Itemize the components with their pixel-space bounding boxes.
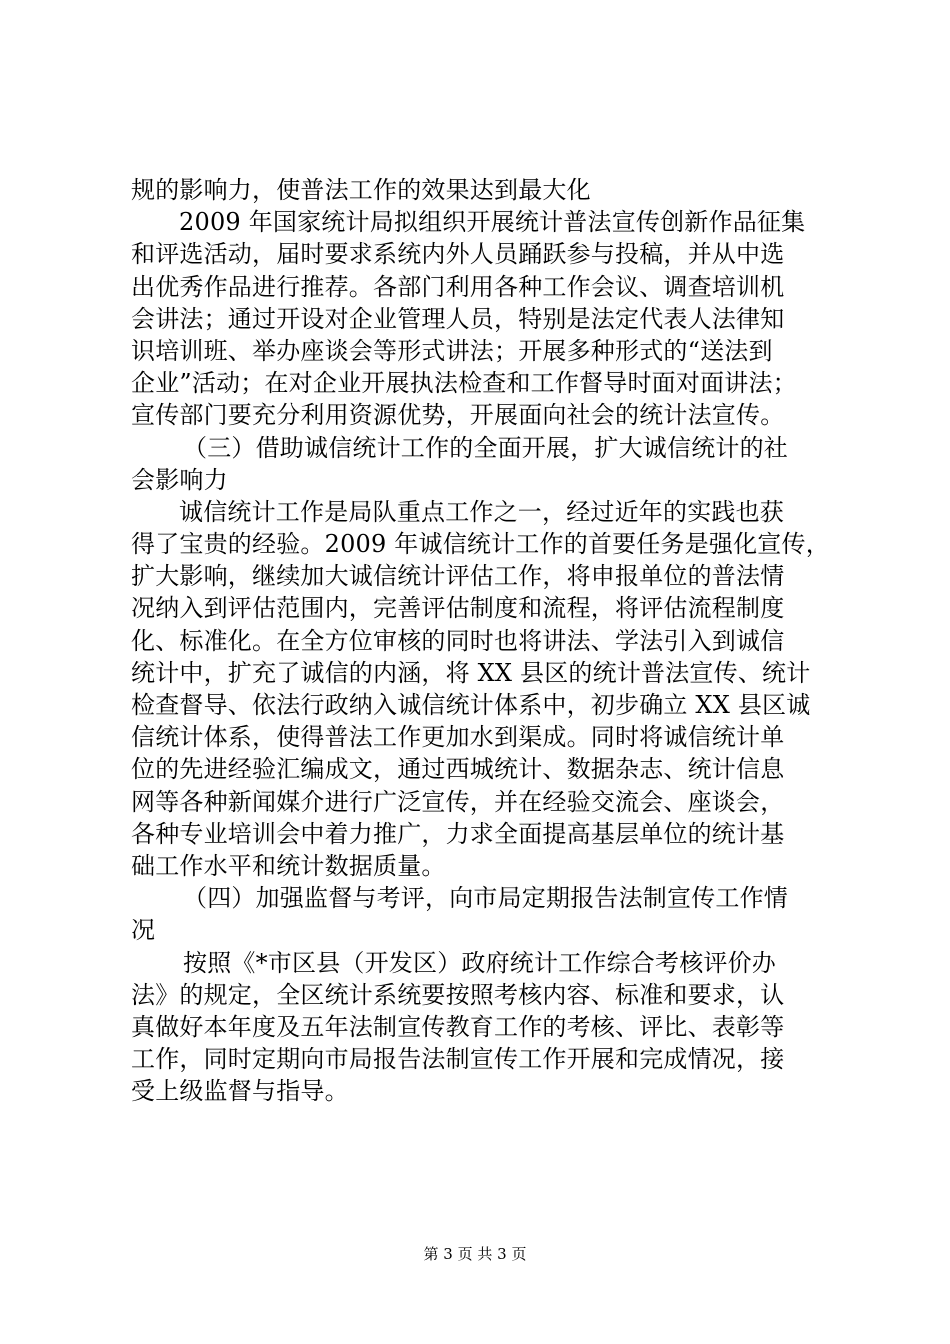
paragraph-first-line: 诚信统计工作是局队重点工作之一，经过近年的实践也获: [179, 497, 784, 526]
text-line: 企业”活动；在对企业开展执法检查和工作督导时面对面讲法；: [131, 369, 797, 398]
text-line: 法》的规定，全区统计系统要按照考核内容、标准和要求，认: [131, 980, 785, 1009]
paragraph-first-line: 按照《*市区县（开发区）政府统计工作综合考核评价办: [183, 948, 776, 977]
text-line: 础工作水平和统计数据质量。: [131, 851, 446, 880]
section-heading-4: （四）加强监督与考评，向市局定期报告法制宣传工作情: [183, 884, 788, 913]
text-line: 真做好本年度及五年法制宣传教育工作的考核、评比、表彰等: [131, 1012, 785, 1041]
paragraph-first-line: 2009 年国家统计局拟组织开展统计普法宣传创新作品征集: [179, 208, 806, 237]
text-line: 出优秀作品进行推荐。各部门利用各种工作会议、调查培训机: [131, 272, 785, 301]
text-line: 各种专业培训会中着力推广，力求全面提高基层单位的统计基: [131, 819, 785, 848]
text-line: 受上级监督与指导。: [131, 1077, 349, 1106]
section-heading-3-cont: 会影响力: [131, 465, 228, 494]
text-line: 化、标准化。在全方位审核的同时也将讲法、学法引入到诚信: [131, 626, 785, 655]
text-line: 识培训班、举办座谈会等形式讲法；开展多种形式的“送法到: [131, 336, 773, 365]
document-body: [131, 174, 831, 1107]
text-line: 扩大影响，继续加大诚信统计评估工作，将申报单位的普法情: [131, 562, 785, 591]
section-heading-3: （三）借助诚信统计工作的全面开展，扩大诚信统计的社: [183, 433, 788, 462]
text-line: 会讲法；通过开设对企业管理人员，特别是法定代表人法律知: [131, 304, 785, 333]
text-line: 位的先进经验汇编成文，通过西城统计、数据杂志、统计信息: [131, 755, 785, 784]
section-heading-4-cont: 况: [131, 916, 156, 945]
text-line: 工作，同时定期向市局报告法制宣传工作开展和完成情况，接: [131, 1045, 785, 1074]
text-line: 检查督导、依法行政纳入诚信统计体系中，初步确立 XX 县区诚: [131, 691, 811, 719]
text-line: 和评选活动，届时要求系统内外人员踊跃参与投稿，并从中选: [131, 240, 785, 269]
page-number-footer: 第 3 页 共 3 页: [423, 1245, 527, 1263]
text-line: 况纳入到评估范围内，完善评估制度和流程，将评估流程制度: [131, 594, 785, 623]
text-line: 宣传部门要充分利用资源优势，开展面向社会的统计法宣传。: [131, 401, 785, 430]
text-line: 网等各种新闻媒介进行广泛宣传，并在经验交流会、座谈会，: [131, 787, 785, 816]
text-line: 统计中，扩充了诚信的内涵，将 XX 县区的统计普法宣传、统计: [131, 658, 811, 687]
text-line: 得了宝贵的经验。2009 年诚信统计工作的首要任务是强化宣传，: [131, 530, 830, 559]
text-line: 规的影响力，使普法工作的效果达到最大化: [131, 176, 591, 204]
text-line: 信统计体系，使得普法工作更加水到渠成。同时将诚信统计单: [131, 723, 785, 752]
